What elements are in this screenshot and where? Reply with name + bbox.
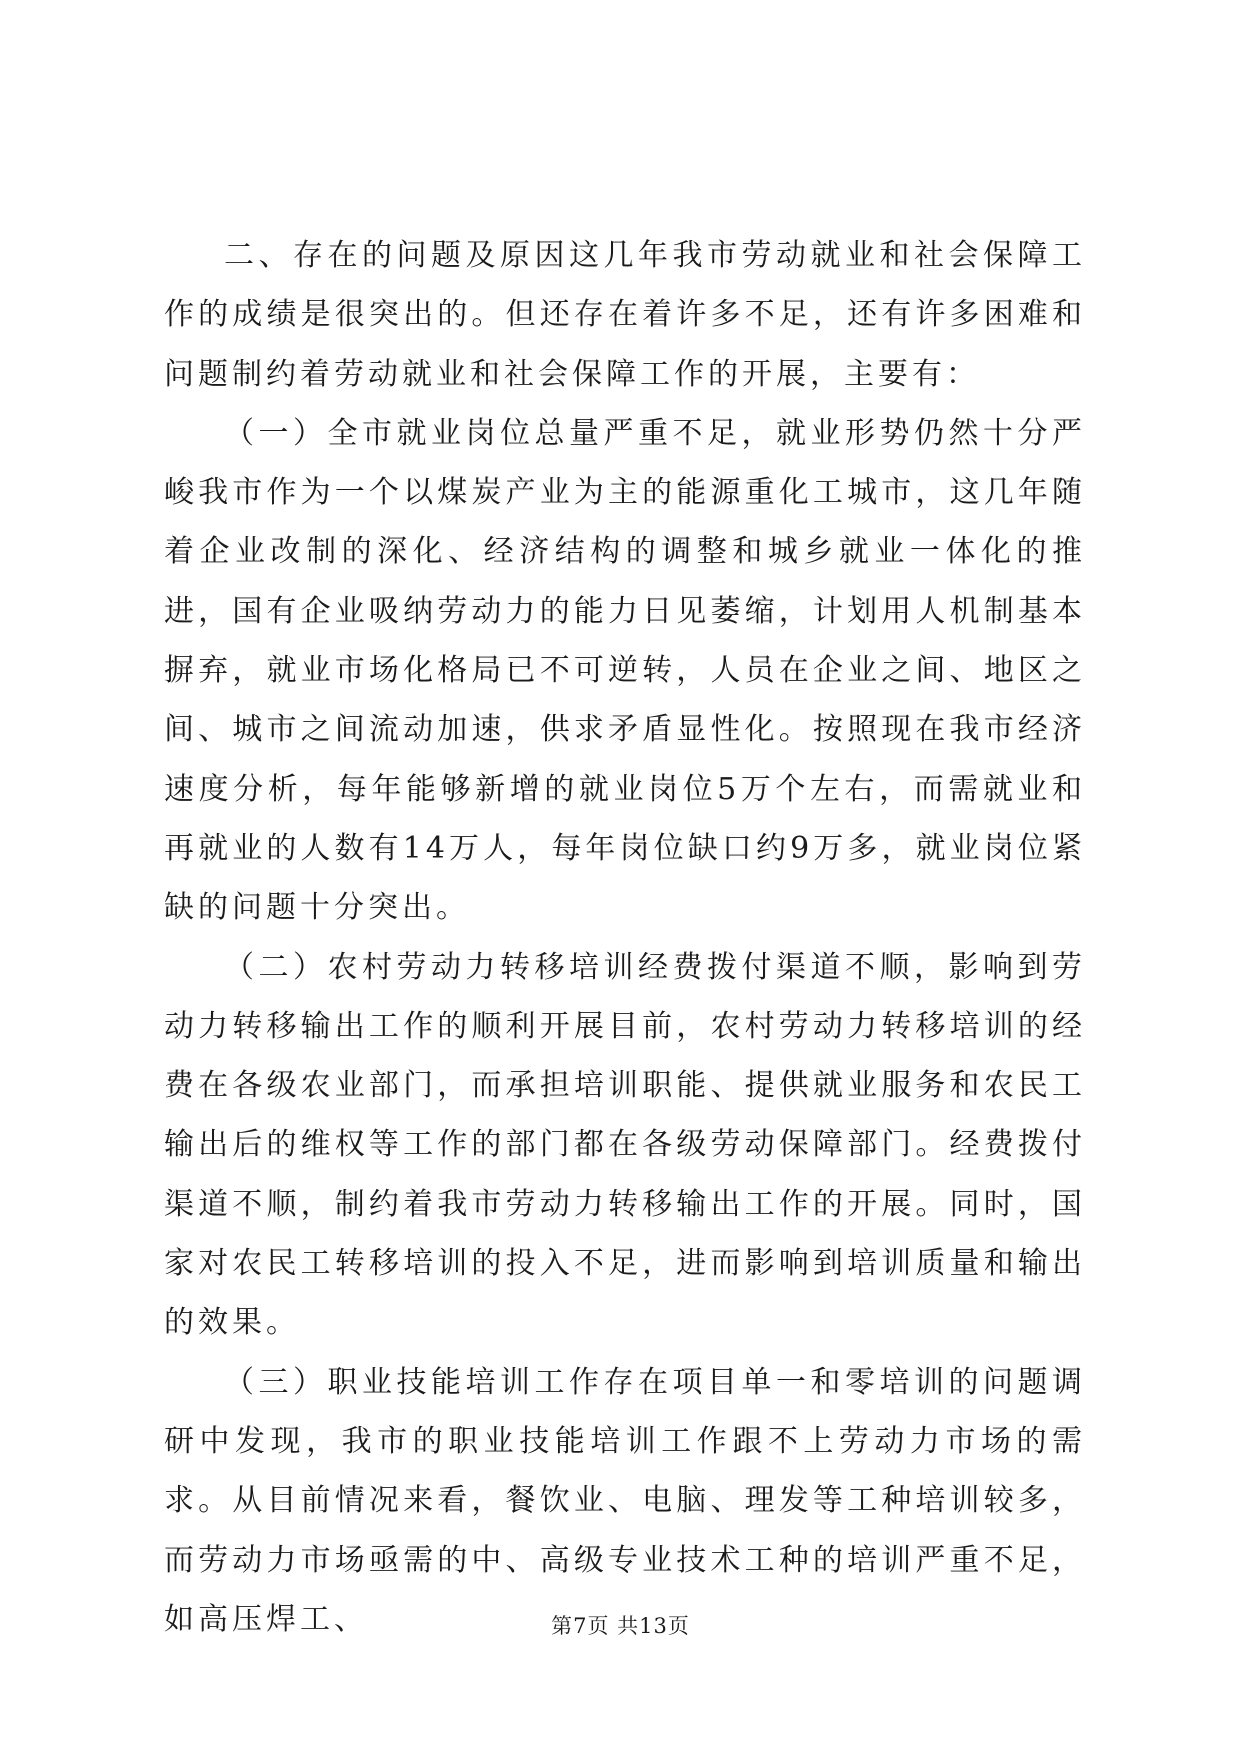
page-number-footer: 第7页 共13页: [551, 1614, 690, 1638]
paragraph-problems-intro: 二、存在的问题及原因这几年我市劳动就业和社会保障工作的成绩是很突出的。但还存在着许多不足，还有许多困难和问题制约着劳动就业和社会保障工作的开展，主要有：: [164, 238, 1086, 392]
paragraph-vocational-training: （三）职业技能培训工作存在项目单一和零培训的问题调研中发现，我市的职业技能培训工作跟不上劳动力市场的需求。从目前情况来看，餐饮业、电脑、理发等工种培训较多，而劳动力市场亟需的中、高级专业技术工种的培训严重不足，如高压焊工、: [164, 1364, 1086, 1637]
paragraph-employment-shortage: （一）全市就业岗位总量严重不足，就业形势仍然十分严峻我市作为一个以煤炭产业为主的能源重化工城市，这几年随着企业改制的深化、经济结构的调整和城乡就业一体化的推进，国有企业吸纳劳动力的能力日见萎缩，计划用人机制基本摒弃，就业市场化格局已不可逆转，人员在企业之间、地区之间、城市之间流动加速，供求矛盾显性化。按照现在我市经济速度分析，每年能够新增的就业岗位5万个左右，而需就业和再就业的人数有14万人，每年岗位缺口约9万多，就业岗位紧缺的问题十分突出。: [164, 415, 1086, 926]
document-body: [164, 226, 1086, 1649]
paragraph-training-funds: （二）农村劳动力转移培训经费拨付渠道不顺，影响到劳动力转移输出工作的顺利开展目前，农村劳动力转移培训的经费在各级农业部门，而承担培训职能、提供就业服务和农民工输出后的维权等工作的部门都在各级劳动保障部门。经费拨付渠道不顺，制约着我市劳动力转移输出工作的开展。同时，国家对农民工转移培训的投入不足，进而影响到培训质量和输出的效果。: [164, 949, 1086, 1341]
